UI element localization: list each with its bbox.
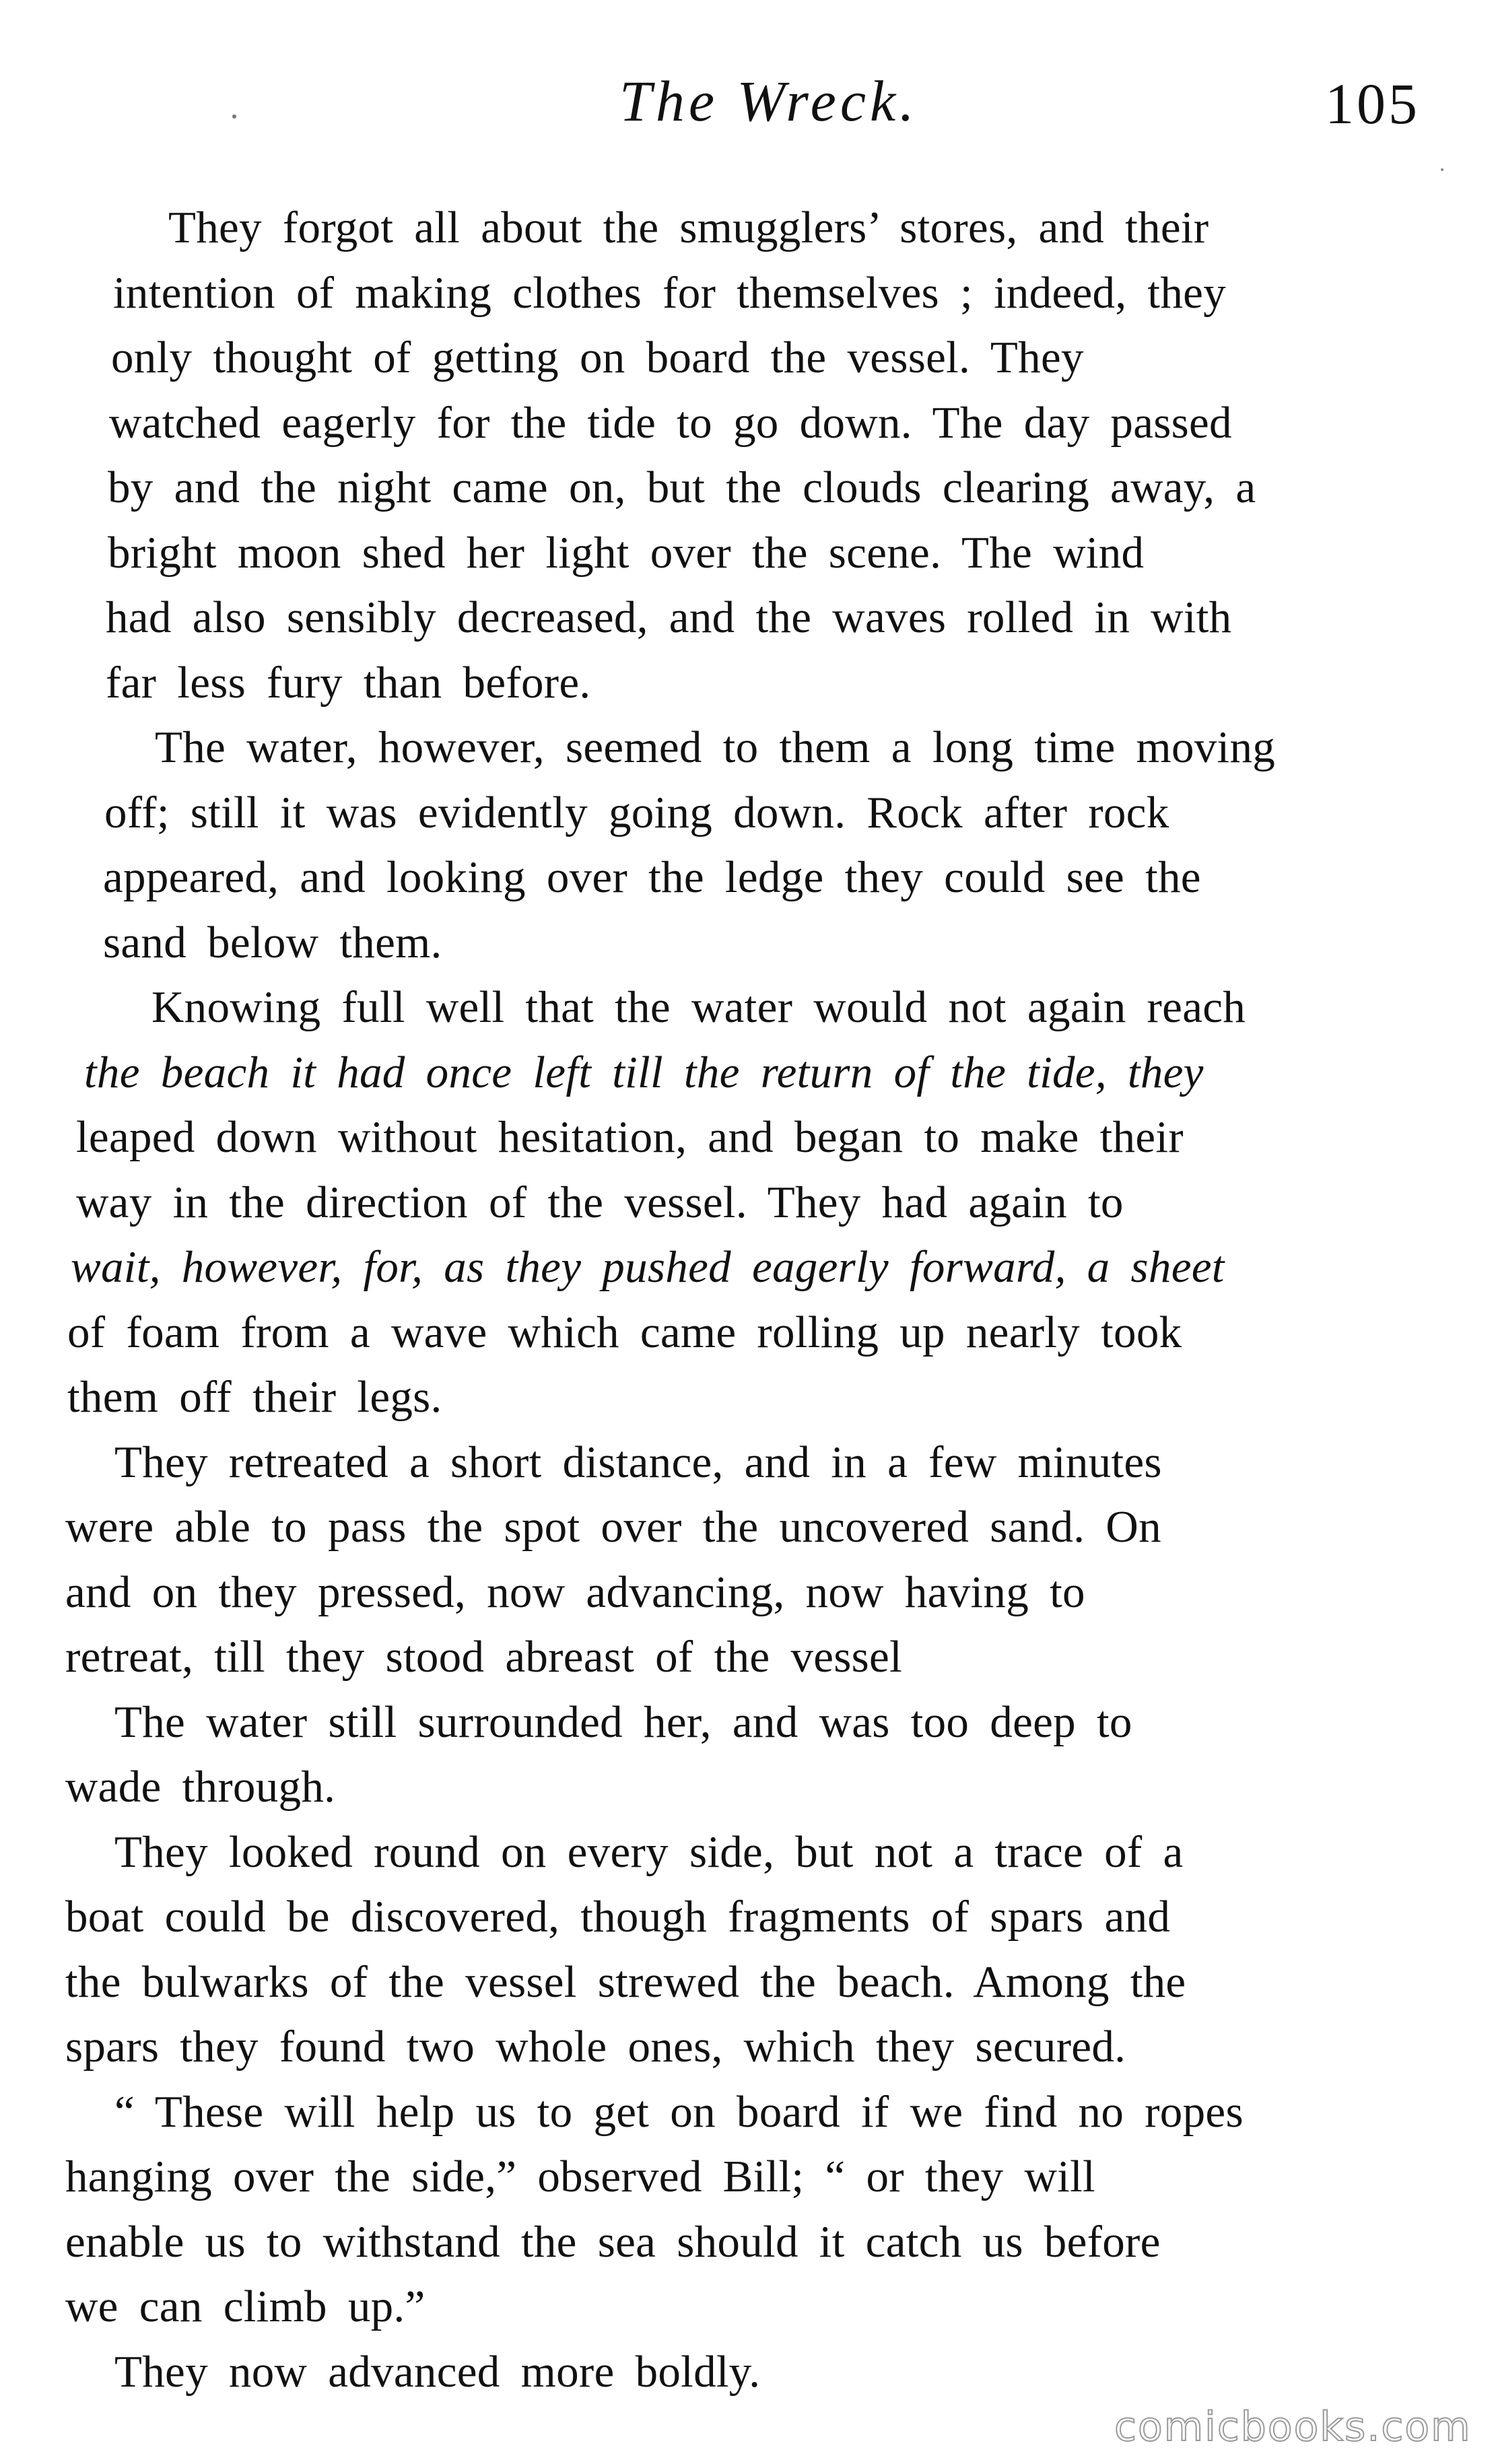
text-line: we can climb up.” xyxy=(65,2282,426,2331)
text-line: off; still it was evidently going down. Rock after rock xyxy=(104,787,1169,837)
text-line: sand below them. xyxy=(103,917,442,967)
text-line: The water still surrounded her, and was too deep to xyxy=(114,1697,1132,1747)
text-line: them off their legs. xyxy=(67,1372,442,1422)
text-line: had also sensibly decreased, and the waves rolled in with xyxy=(106,592,1232,642)
text-line: They retreated a short distance, and in a few minutes xyxy=(114,1437,1162,1487)
text-line: bright moon shed her light over the scene. The wind xyxy=(108,527,1145,578)
text-line: retreat, till they stood abreast of the vessel xyxy=(65,1632,902,1682)
text-line: wade through. xyxy=(65,1762,336,1812)
text-line: watched eagerly for the tide to go down. The day passed xyxy=(109,397,1232,448)
text-line: enable us to withstand the sea should it catch us before xyxy=(65,2216,1161,2267)
text-line: way in the direction of the vessel. They had again to xyxy=(76,1177,1124,1227)
text-line: wait, however, for, as they pushed eagerly forward, a sheet xyxy=(71,1242,1225,1292)
watermark-logo: comicbooks.com xyxy=(1114,2403,1472,2451)
text-line: the bulwarks of the vessel strewed the beach. Among the xyxy=(65,1956,1186,2007)
text-line: intention of making clothes for themselves ; indeed, they xyxy=(113,267,1226,318)
text-line: only thought of getting on board the vessel. They xyxy=(111,333,1084,382)
body-text xyxy=(0,195,1496,2404)
text-line: by and the night came on, but the clouds clearing away, a xyxy=(108,463,1256,512)
text-line: Knowing full well that the water would not again reach xyxy=(151,982,1246,1032)
text-line: appeared, and looking over the ledge they could see the xyxy=(103,852,1201,902)
text-line: and on they pressed, now advancing, now having to xyxy=(65,1567,1085,1617)
text-line: of foam from a wave which came rolling up nearly took xyxy=(67,1307,1182,1357)
text-line: the beach it had once left till the return of the tide, they xyxy=(84,1047,1204,1097)
scan-speck xyxy=(1441,168,1443,171)
page-number: 105 xyxy=(1325,71,1420,136)
page-header xyxy=(0,61,1496,141)
text-line: were able to pass the spot over the uncovered sand. On xyxy=(65,1502,1161,1552)
text-line: The water, however, seemed to them a long time moving xyxy=(155,722,1276,772)
text-line: leaped down without hesitation, and began to make their xyxy=(76,1112,1184,1162)
text-line: far less fury than before. xyxy=(106,657,591,708)
text-line: They forgot all about the smugglers’ stores, and their xyxy=(168,203,1209,252)
text-line: spars they found two whole ones, which they secured. xyxy=(65,2022,1126,2072)
text-line: boat could be discovered, though fragments of spars and xyxy=(65,1892,1171,1942)
text-line: They now advanced more boldly. xyxy=(114,2346,761,2397)
running-title: The Wreck. xyxy=(619,69,918,133)
text-line: “ These will help us to get on board if we find no ropes xyxy=(114,2086,1244,2137)
text-line: hanging over the side,” observed Bill; “ or they will xyxy=(65,2152,1095,2201)
text-line: They looked round on every side, but not a trace of a xyxy=(114,1826,1184,1877)
